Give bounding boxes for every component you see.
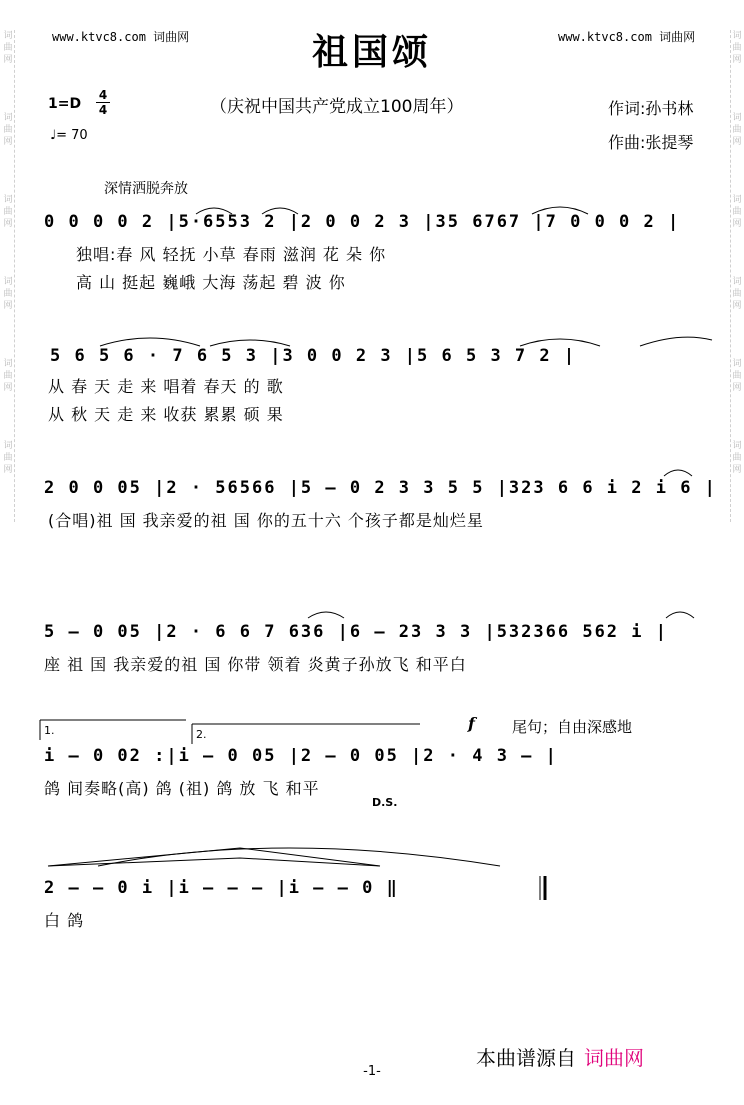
time-signature-top: 4 [98,88,108,102]
site-watermark-left: www.ktvc8.com 词曲网 [52,30,190,44]
volta-2: 2. [196,728,207,741]
edge-char: 网 [732,383,742,393]
site-watermark-right: www.ktvc8.com 词曲网 [558,30,696,44]
edge-char: 网 [3,55,13,65]
song-subtitle: （庆祝中国共产党成立100周年） [210,97,464,117]
edge-char: 词 [3,195,13,205]
notation-line-2: 5 6 5 6 · 7 6 5 3 |3 0 0 2 3 |5 6 5 3 7 2 | [50,346,577,366]
edge-char: 网 [3,465,13,475]
edge-char: 词 [732,441,742,451]
edge-char: 曲 [3,125,13,135]
edge-char: 词 [732,195,742,205]
edge-char: 曲 [732,43,742,53]
edge-char: 网 [3,137,13,147]
tail-instruction: 尾句；自由深感地 [512,718,633,736]
edge-char: 网 [732,465,742,475]
edge-char: 词 [732,359,742,369]
edge-char: 网 [732,55,742,65]
edge-char: 曲 [732,371,742,381]
lyrics-line-1b: 高 山 挺起 巍峨 大海 荡起 碧 波 你 [76,273,346,292]
edge-char: 曲 [3,207,13,217]
notation-line-4: 5 – 0 05 |2 · 6 6 7 636 |6 – 23 3 3 |532366 562 i | [44,622,668,642]
edge-char: 网 [732,137,742,147]
edge-char: 词 [3,113,13,123]
edge-char: 词 [3,359,13,369]
edge-char: 网 [732,301,742,311]
edge-char: 词 [3,31,13,41]
lyrics-line-1a: 独唱:春 风 轻抚 小草 春雨 滋润 花 朵 你 [76,245,387,264]
edge-char: 网 [3,301,13,311]
volta-1: 1. [44,724,55,737]
song-title: 祖国颂 [311,31,432,73]
page-number: -1- [363,1064,381,1079]
lyrics-line-6: 白 鸽 [44,911,85,930]
notation-line-1: 0 0 0 0 2 |5·6553 2 |2 0 0 2 3 |35 6767 |7 0 0 0 2 | [44,212,681,232]
edge-char: 词 [732,31,742,41]
source-label: 本曲谱源自 [476,1046,576,1070]
edge-char: 曲 [3,289,13,299]
lyrics-line-3: (合唱)祖 国 我亲爱的祖 国 你的五十六 个孩子都是灿烂星 [48,511,484,530]
notation-line-6: 2 – – 0 i |i – – – |i – – 0 ‖ [44,878,399,898]
notation-line-5: i – 0 02 :|i – 0 05 |2 – 0 05 |2 · 4 3 – | [44,746,558,766]
dal-segno-mark: D.S. [372,796,398,809]
edge-char: 曲 [732,125,742,135]
edge-char: 词 [3,277,13,287]
lyrics-line-4: 座 祖 国 我亲爱的祖 国 你带 领着 炎黄子孙放飞 和平白 [44,655,467,674]
composer-credit: 作曲:张提琴 [608,133,694,152]
notation-line-3: 2 0 0 05 |2 · 56566 |5 – 0 2 3 3 5 5 |323 6 6 i 2 i 6 | [44,478,717,498]
dynamic-forte: f [468,714,475,733]
edge-char: 曲 [3,43,13,53]
source-brand: 词曲网 [584,1046,644,1070]
expression-marking: 深情洒脱奔放 [104,181,188,197]
lyricist-credit: 作词:孙书林 [608,99,694,118]
edge-char: 曲 [3,371,13,381]
edge-char: 词 [732,277,742,287]
edge-char: 网 [3,219,13,229]
lyrics-line-2a: 从 春 天 走 来 唱着 春天 的 歌 [48,377,284,396]
tempo-marking: ♩= 70 [50,128,88,143]
edge-char: 曲 [732,453,742,463]
edge-char: 词 [3,441,13,451]
lyrics-line-5: 鸽 间奏略(高) 鸽 (祖) 鸽 放 飞 和平 [44,779,320,798]
key-signature: 1=D [48,96,82,112]
time-signature-bottom: 4 [96,102,110,117]
edge-char: 网 [3,383,13,393]
edge-char: 曲 [3,453,13,463]
edge-char: 词 [732,113,742,123]
edge-char: 曲 [732,289,742,299]
edge-char: 曲 [732,207,742,217]
edge-char: 网 [732,219,742,229]
lyrics-line-2b: 从 秋 天 走 来 收获 累累 硕 果 [48,405,284,424]
